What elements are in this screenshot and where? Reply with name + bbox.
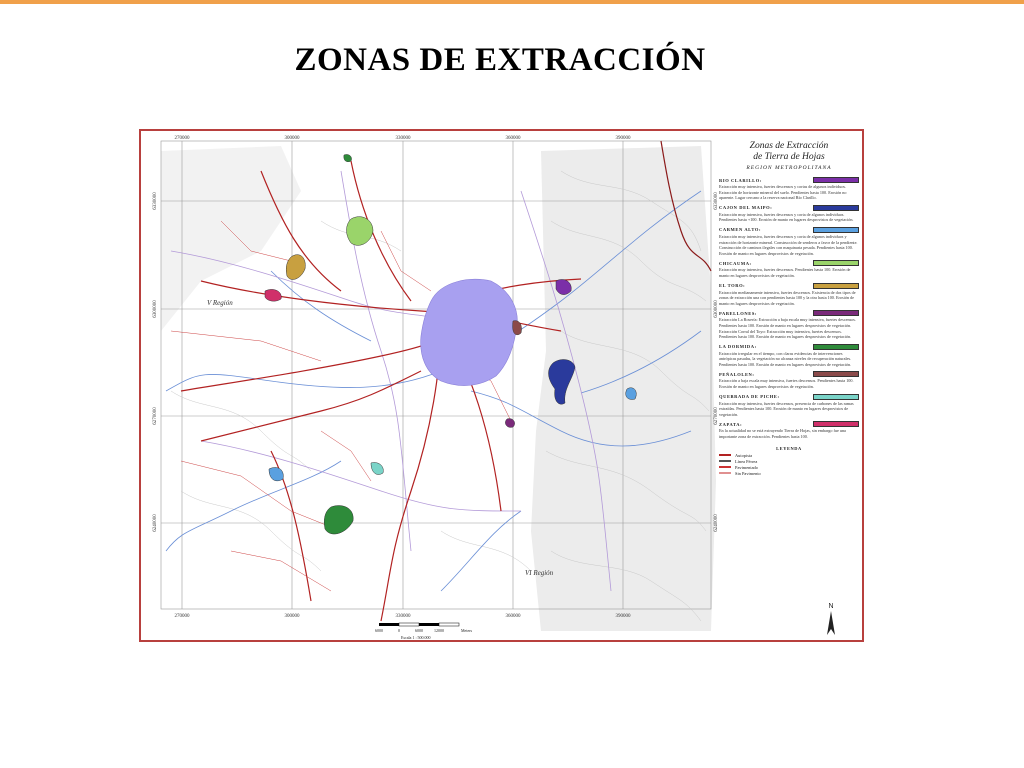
scale-ratio: Escala 1 : 500.000	[401, 635, 431, 640]
zone-el-toro	[286, 255, 305, 280]
region-vi-label: VI Región	[525, 569, 554, 577]
scale-bar	[373, 620, 483, 640]
north-label: N	[828, 603, 834, 610]
legend-zone-name: PABELLONES:	[719, 310, 758, 316]
legend-zone	[719, 177, 859, 201]
leyenda-item-label: Autopista	[735, 452, 753, 458]
map-frame	[139, 129, 864, 642]
legend-zone	[719, 205, 859, 223]
legend-zone	[719, 394, 859, 418]
y-tick-left: 6270000	[153, 407, 158, 425]
zone-quebrada-de-piche	[371, 462, 383, 474]
x-tick-bottom: 390000	[615, 614, 631, 619]
leyenda-line-symbol	[719, 460, 731, 462]
legend-zone-name: CARMEN ALTO:	[719, 227, 762, 233]
y-tick-right: 6300000	[714, 300, 719, 318]
zone-la-dormida-south	[324, 506, 353, 535]
leyenda-item	[719, 471, 859, 476]
y-tick-right: 6240000	[714, 514, 719, 532]
y-tick-left: 6240000	[153, 514, 158, 532]
legend-zone-description: En la actualidad no se está extrayendo Tierra de Hojas, sin embargo fue una importante zona de extracción. Pendientes hasta 100.	[719, 428, 846, 440]
legend-zone-description: Extracción medianamente intensiva, fuertes descensos. Existencia de dos tipos de zonas de extracción una con pendientes hasta 100 y la otra hasta 100. Erosión de manto en lugares desprovistos de vegetación.	[719, 289, 856, 306]
legend-zone	[719, 421, 859, 439]
leyenda-item-label: Sin Pavimento	[735, 470, 761, 476]
x-tick-bottom: 300000	[284, 614, 300, 619]
x-tick-bottom: 270000	[174, 614, 190, 619]
legend-zone-description: Extracción muy intensiva, fuertes descensos, presencia de carbones de las ramas extraídas. Pendientes hasta 100. Erosión de manto en lugares desprovistos de vegetación.	[719, 400, 854, 417]
legend-panel	[719, 135, 859, 635]
legend-zone-swatch	[813, 177, 859, 183]
leyenda-item-label: Línea Férrea	[735, 458, 758, 464]
legend-zone	[719, 283, 859, 307]
north-arrow-icon	[827, 611, 835, 635]
legend-zone-swatch	[813, 310, 859, 316]
legend-zone	[719, 371, 859, 389]
zone-la-dormida	[344, 154, 352, 161]
legend-zone-swatch	[813, 260, 859, 266]
leyenda-line-symbol	[719, 466, 731, 468]
zone-chicauma	[347, 217, 374, 246]
x-tick-bottom: 360000	[505, 614, 521, 619]
legend-zone-name: RIO CLARILLO:	[719, 177, 762, 183]
x-tick-top: 270000	[174, 136, 190, 141]
zone-carmen-alto-2	[626, 388, 637, 400]
legend-zone-description: Extracción muy intensiva, fuertes descensos y corta de algunos individuos y extracción de horizonte mineral. Construcción de senderos a favor de la pendiente. Construcción de caminos ilegales con maquinaria pesada. Pendientes hasta 100. Erosión de manto en lugares desprovistos de vegetación.	[719, 233, 858, 256]
leyenda-line-symbol	[719, 454, 731, 456]
leyenda-item-label: Pavimentado	[735, 464, 758, 470]
zone-penalolen	[513, 321, 522, 335]
legend-zone-name: EL TORO:	[719, 283, 746, 289]
legend-zone-name: PEÑALOLEN:	[719, 371, 755, 377]
legend-zone-name: LA DORMIDA:	[719, 344, 757, 350]
x-tick-top: 300000	[284, 136, 300, 141]
legend-zone-swatch	[813, 344, 859, 350]
leyenda-line-symbol	[719, 472, 731, 474]
legend-zone-description: Extracción irregular en el tiempo, con claras evidencias de intervenciones antrópicas pasadas, la vegetación no alcanza niveles de recuperación naturales. Pendientes hasta 100. Erosión de manto en lugares desprovistos de vegetación.	[719, 350, 852, 367]
y-tick-left: 6330000	[153, 192, 158, 210]
legend-title	[719, 141, 859, 163]
scale-label: 0	[398, 628, 400, 633]
scale-label: 6000	[375, 628, 383, 633]
legend-zone-swatch	[813, 394, 859, 400]
zone-zapata	[265, 289, 281, 301]
top-accent-bar	[0, 0, 1024, 4]
legend-zone-name: QUEBRADA DE PICHE:	[719, 394, 780, 400]
zone-pabellones	[505, 419, 514, 428]
legend-zone-name: CAJON DEL MAIPO:	[719, 205, 773, 211]
scale-unit: Meters	[461, 628, 473, 633]
leyenda-title: LEYENDA	[776, 445, 802, 451]
x-tick-top: 330000	[395, 136, 411, 141]
zone-carmen-alto	[269, 467, 283, 480]
legend-zone-description: Extracción a baja escala muy intensiva, fuertes descensos. Pendientes hasta 100. Erosión de manto en lugares desprovistos de vegetación.	[719, 378, 854, 390]
slide-title: ZONAS DE EXTRACCIÓN	[294, 42, 706, 78]
x-tick-top: 390000	[615, 136, 631, 141]
legend-title-line1: Zonas de Extracción	[749, 141, 829, 151]
legend-zone-swatch	[813, 371, 859, 377]
santiago-urban-area	[421, 279, 518, 385]
legend-zone-swatch	[813, 227, 859, 233]
legend-zone-description: Extracción muy intensiva, fuertes descensos y corta de algunos individuos. Pendientes hasta +100. Erosión de manto en lugares desprovistos de vegetación.	[719, 211, 854, 223]
legend-zone	[719, 344, 859, 368]
legend-zone-swatch	[813, 421, 859, 427]
legend-zone	[719, 260, 859, 278]
legend-subtitle: REGION METROPOLITANA	[746, 165, 832, 171]
scale-label: 12000	[434, 628, 444, 633]
legend-zone-description: Extracción muy intensiva, fuertes descensos y cortas de algunos individuos. Extracción de horizonte mineral del suelo. Pendientes hasta 100. Erosión no aparente. Lugar cercano a la reserva nacional Río Clarillo.	[719, 184, 847, 201]
x-tick-bottom: 330000	[395, 614, 411, 619]
y-tick-right: 6330000	[714, 192, 719, 210]
legend-zone-swatch	[813, 283, 859, 289]
x-tick-top: 360000	[505, 136, 521, 141]
zones-list	[719, 177, 859, 440]
scale-label: 6000	[415, 628, 423, 633]
region-v-label: V Región	[207, 299, 233, 307]
legend-zone-name: ZAPATA:	[719, 421, 743, 427]
legend-zone-swatch	[813, 205, 859, 211]
leyenda-items	[719, 453, 859, 476]
legend-zone-description: Extracción muy intensiva, fuertes descensos. Pendientes hasta 100. Erosión de manto en lugares desprovistos de vegetación.	[719, 267, 851, 278]
legend-zone-name: CHICAUMA:	[719, 260, 752, 266]
legend-zone	[719, 227, 859, 256]
y-tick-left: 6300000	[153, 300, 158, 318]
leyenda-item	[719, 453, 859, 458]
leyenda-item	[719, 459, 859, 464]
legend-title-line2: de Tierra de Hojas	[753, 152, 825, 162]
leyenda-item	[719, 465, 859, 470]
legend-zone	[719, 310, 859, 339]
legend-zone-description: Extracción La Rosería: Extracción a baja escala muy intensiva, fuertes descensos. Pendientes hasta 100. Erosión de manto en lugares desprovistos de vegetación. Extracción Corral del Toyo: Extracción muy intensiva, fuertes descensos. Pendientes hasta 100. Erosión de manto en lugares desprovistos de vegetación.	[719, 317, 856, 340]
y-tick-right: 6270000	[714, 407, 719, 425]
north-arrow	[821, 601, 841, 637]
leyenda-block	[719, 446, 859, 476]
